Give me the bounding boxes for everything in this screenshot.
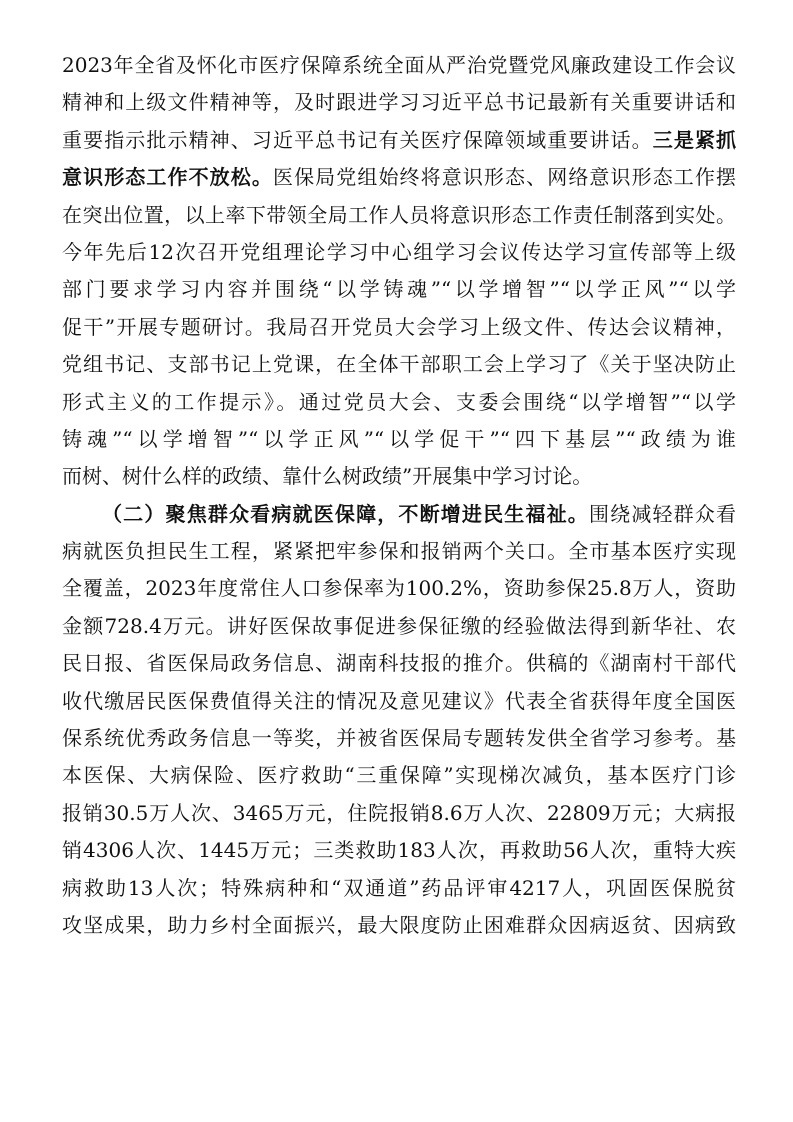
text-line: 报销30.5万人次、3465万元，住院报销8.6万人次、22809万元；大病报 [62,800,736,825]
text-line: 精神和上级文件精神等，及时跟进学习习近平总书记最新有关重要讲话和 [62,90,736,115]
text-line: 病救助13人次；特殊病种和“双通道”药品评审4217人，巩固医保脱贫 [62,875,736,900]
text-line: 收代缴居民医保费值得关注的情况及意见建议》代表全省获得年度全国医 [62,688,736,713]
text-line [62,496,736,533]
text-line: 民日报、省医保局政务信息、湖南科技报的推介。供稿的《湖南村干部代 [62,651,736,676]
text-line: 病就医负担民生工程，紧紧把牢参保和报销两个关口。全市基本医疗实现 [62,539,736,564]
text-line: 本医保、大病保险、医疗救助“三重保障”实现梯次减负，基本医疗门诊 [62,763,736,788]
text-line: 销4306人次、1445万元；三类救助183人次，再救助56人次，重特大疾 [62,838,736,863]
text-line: 部门要求学习内容并围绕“以学铸魂”“以学增智”“以学正风”“以学 [62,277,736,302]
bold-lead-in: 三是紧抓 [652,127,736,152]
text-line: 在突出位置，以上率下带领全局工作人员将意识形态工作责任制落到实处。 [62,202,736,227]
text-run: 重要指示批示精神、习近平总书记有关医疗保障领域重要讲话。 [62,127,653,152]
text-line [62,159,736,196]
text-line: 今年先后12次召开党组理论学习中心组学习会议传达学习宣传部等上级 [62,239,736,264]
section-heading: （二）聚焦群众看病就医保障，不断增进民生福祉。 [102,501,589,526]
text-line: 促干”开展专题研讨。我局召开党员大会学习上级文件、传达会议精神， [62,314,736,339]
text-run: 医保局党组始终将意识形态、网络意识形态工作摆 [272,165,736,190]
text-line: 攻坚成果，助力乡村全面振兴，最大限度防止困难群众因病返贫、因病致 [62,912,736,937]
text-line: 形式主义的工作提示》。通过党员大会、支委会围绕“以学增智”“以学 [62,389,736,414]
text-line [62,122,736,159]
text-line: 而树、树什么样的政绩、靠什么树政绩”开展集中学习讨论。 [62,464,593,489]
bold-lead-in-cont: 意识形态工作不放松。 [62,165,273,190]
text-line: 保系统优秀政务信息一等奖，并被省医保局专题转发供全省学习参考。基 [62,726,736,751]
text-line: 金额728.4万元。讲好医保故事促进参保征缴的经验做法得到新华社、农 [62,613,736,638]
text-run: 围绕减轻群众看 [588,501,736,526]
text-line: 党组书记、支部书记上党课，在全体干部职工会上学习了《关于坚决防止 [62,352,736,377]
text-line: 2023年全省及怀化市医疗保障系统全面从严治党暨党风廉政建设工作会议 [62,53,736,77]
text-line: 全覆盖，2023年度常住人口参保率为100.2%，资助参保25.8万人，资助 [62,576,736,601]
document-page [62,47,736,944]
text-line: 铸魂”“以学增智”“以学正风”“以学促干”“四下基层”“政绩为谁 [62,426,736,451]
